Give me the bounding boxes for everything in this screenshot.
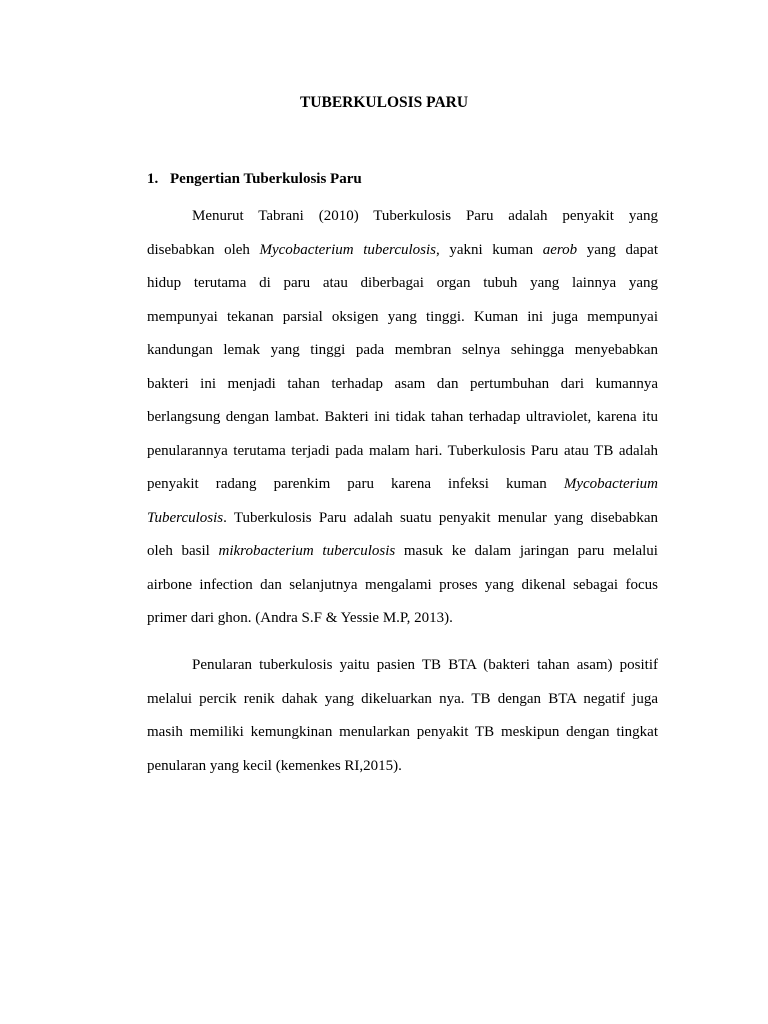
- text-run: . Tuberkulosis Paru adalah suatu penyakit menular yang disebabkan: [223, 509, 658, 526]
- paragraph-line: airbone infection dan selanjutnya mengalami proses yang dikenal sebagai focus: [147, 576, 658, 593]
- text-run: masuk ke dalam jaringan paru melalui: [395, 543, 658, 559]
- text-run: oleh basil: [147, 543, 219, 559]
- paragraph-definition: [147, 200, 658, 636]
- section-heading-text: Pengertian Tuberkulosis Paru: [170, 171, 362, 187]
- paragraph-line: primer dari ghon. (Andra S.F & Yessie M.P, 2013).: [147, 610, 453, 626]
- italic-term: Mycobacterium: [563, 476, 658, 492]
- section-heading: [147, 171, 362, 188]
- paragraph-line: penularan yang kecil (kemenkes RI,2015).: [147, 757, 402, 774]
- page-title: TUBERKULOSIS PARU: [299, 94, 469, 111]
- italic-term: Tuberculosis: [147, 509, 224, 526]
- paragraph-line: [147, 234, 658, 268]
- section-number: 1.: [147, 171, 159, 187]
- text-run: penyakit radang parenkim paru karena infeksi kuman: [147, 476, 564, 492]
- italic-term: mikrobacterium tuberculosis: [218, 543, 396, 559]
- italic-term: Mycobacterium tuberculosis: [259, 241, 437, 258]
- paragraph-line: Penularan tuberkulosis yaitu pasien TB BTA (bakteri tahan asam) positif: [192, 657, 658, 673]
- paragraph-line: masih memiliki kemungkinan menularkan penyakit TB meskipun dengan tingkat: [147, 724, 658, 740]
- paragraph-transmission: [147, 649, 658, 783]
- text-run: yang dapat: [577, 241, 659, 258]
- paragraph-line: mempunyai tekanan parsial oksigen yang tinggi. Kuman ini juga mempunyai: [147, 308, 658, 325]
- paragraph-line: hidup terutama di paru atau diberbagai organ tubuh yang lainnya yang: [147, 275, 658, 291]
- paragraph-line: berlangsung dengan lambat. Bakteri ini tidak tahan terhadap ultraviolet, karena itu: [147, 409, 658, 425]
- paragraph-line: kandungan lemak yang tinggi pada membran selnya sehingga menyebabkan: [147, 342, 658, 358]
- paragraph-line: bakteri ini menjadi tahan terhadap asam dan pertumbuhan dari kumannya: [147, 375, 658, 392]
- paragraph-line: [147, 468, 658, 502]
- paragraph-line: penularannya terutama terjadi pada malam hari. Tuberkulosis Paru atau TB adalah: [147, 442, 658, 459]
- text-run: disebabkan oleh: [147, 241, 260, 258]
- paragraph-line: [147, 502, 658, 536]
- italic-term: aerob: [542, 241, 578, 258]
- paragraph-line: [147, 535, 658, 569]
- text-run: , yakni kuman: [436, 241, 543, 258]
- paragraph-line: Menurut Tabrani (2010) Tuberkulosis Paru adalah penyakit yang: [192, 208, 658, 224]
- paragraph-line: melalui percik renik dahak yang dikeluarkan nya. TB dengan BTA negatif juga: [147, 690, 658, 707]
